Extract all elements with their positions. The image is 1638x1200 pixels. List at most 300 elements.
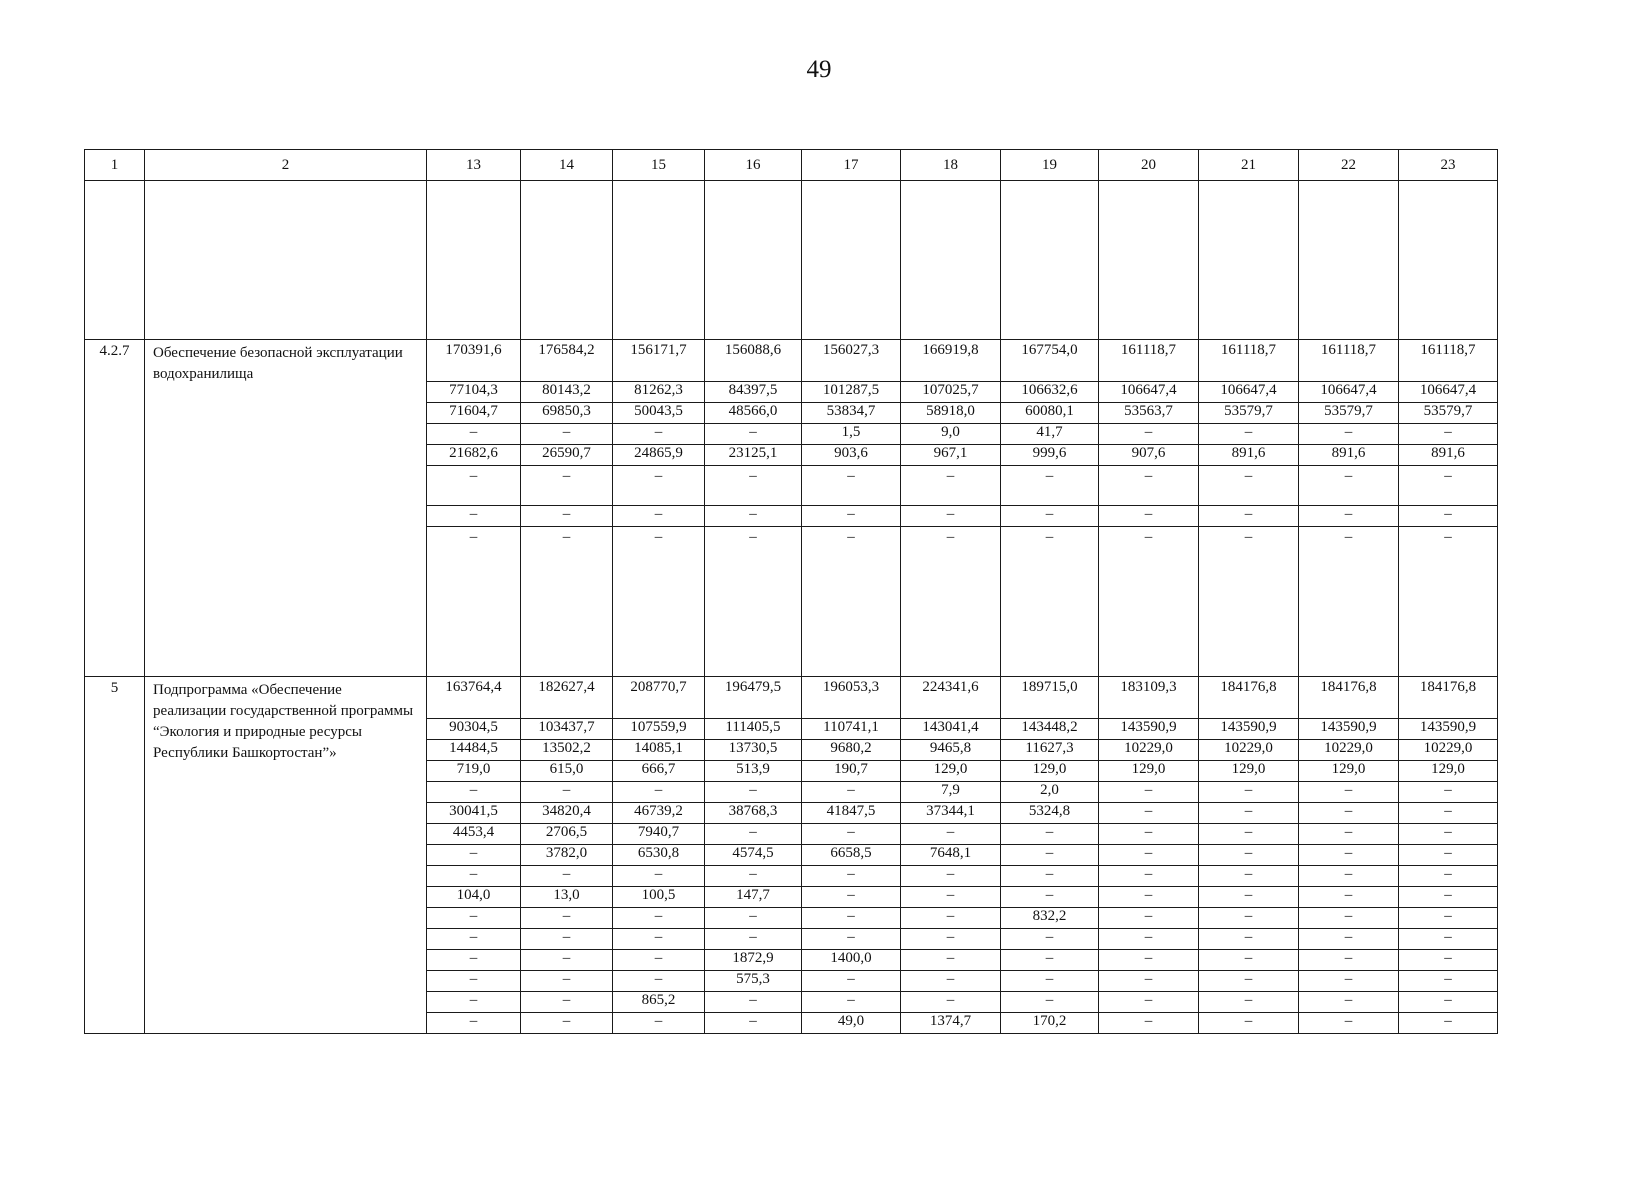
value-cell: – — [901, 824, 1001, 845]
value-cell: – — [1199, 506, 1299, 527]
value-cell: – — [1199, 971, 1299, 992]
value-cell: 129,0 — [1001, 761, 1099, 782]
blank-cell — [85, 181, 145, 340]
value-cell: – — [1199, 424, 1299, 445]
value-cell: – — [1399, 992, 1498, 1013]
value-cell: 184176,8 — [1299, 677, 1399, 719]
value-cell: – — [1001, 845, 1099, 866]
value-cell: 13730,5 — [705, 740, 802, 761]
value-cell: – — [1399, 845, 1498, 866]
value-cell: – — [901, 506, 1001, 527]
value-cell: – — [1299, 992, 1399, 1013]
value-cell: 9465,8 — [901, 740, 1001, 761]
value-cell: 184176,8 — [1199, 677, 1299, 719]
value-cell: – — [705, 506, 802, 527]
column-header: 22 — [1299, 150, 1399, 181]
value-cell: 129,0 — [1199, 761, 1299, 782]
value-cell: – — [1001, 950, 1099, 971]
value-cell: – — [901, 971, 1001, 992]
value-cell: 4453,4 — [427, 824, 521, 845]
value-cell: – — [802, 971, 901, 992]
value-cell: – — [1099, 506, 1199, 527]
value-cell: 189715,0 — [1001, 677, 1099, 719]
blank-cell — [1001, 181, 1099, 340]
column-header: 18 — [901, 150, 1001, 181]
value-cell: 10229,0 — [1099, 740, 1199, 761]
value-cell: – — [1299, 466, 1399, 506]
value-cell: 41,7 — [1001, 424, 1099, 445]
value-cell: – — [1299, 782, 1399, 803]
value-cell: – — [427, 782, 521, 803]
value-cell: – — [1199, 466, 1299, 506]
value-cell: 143590,9 — [1099, 719, 1199, 740]
value-cell: 4574,5 — [705, 845, 802, 866]
value-cell: – — [1099, 527, 1199, 677]
value-cell: 196053,3 — [802, 677, 901, 719]
value-cell: 101287,5 — [802, 382, 901, 403]
column-header: 13 — [427, 150, 521, 181]
value-cell: – — [705, 992, 802, 1013]
value-cell: – — [1299, 1013, 1399, 1034]
page-number: 49 — [806, 56, 832, 83]
value-cell: – — [1399, 908, 1498, 929]
value-cell: – — [1001, 992, 1099, 1013]
blank-cell — [705, 181, 802, 340]
column-header: 23 — [1399, 150, 1498, 181]
value-cell: 10229,0 — [1399, 740, 1498, 761]
value-cell: – — [1099, 887, 1199, 908]
value-cell: 3782,0 — [521, 845, 613, 866]
value-cell: – — [1399, 466, 1498, 506]
value-cell: 1872,9 — [705, 950, 802, 971]
value-cell: – — [1299, 950, 1399, 971]
value-cell: – — [1001, 887, 1099, 908]
value-cell: – — [901, 527, 1001, 677]
value-cell: 10229,0 — [1299, 740, 1399, 761]
value-cell: 69850,3 — [521, 403, 613, 424]
value-cell: – — [901, 929, 1001, 950]
value-cell: 26590,7 — [521, 445, 613, 466]
value-cell: 7,9 — [901, 782, 1001, 803]
value-cell: 9680,2 — [802, 740, 901, 761]
value-cell: 182627,4 — [521, 677, 613, 719]
value-cell: – — [613, 866, 705, 887]
value-cell: 891,6 — [1299, 445, 1399, 466]
value-cell: – — [1299, 424, 1399, 445]
value-cell: – — [521, 866, 613, 887]
value-cell: 1,5 — [802, 424, 901, 445]
value-cell: – — [1099, 950, 1199, 971]
value-cell: 143041,4 — [901, 719, 1001, 740]
value-cell: 104,0 — [427, 887, 521, 908]
value-cell: 53834,7 — [802, 403, 901, 424]
value-cell: – — [1199, 845, 1299, 866]
value-cell: – — [1099, 424, 1199, 445]
budget-table — [84, 149, 1498, 1034]
value-cell: 111405,5 — [705, 719, 802, 740]
blank-cell — [802, 181, 901, 340]
value-cell: 832,2 — [1001, 908, 1099, 929]
value-cell: – — [1199, 782, 1299, 803]
value-cell: – — [1299, 866, 1399, 887]
value-cell: 143590,9 — [1399, 719, 1498, 740]
value-cell: – — [1199, 929, 1299, 950]
value-cell: – — [705, 908, 802, 929]
value-cell: 34820,4 — [521, 803, 613, 824]
value-cell: – — [802, 929, 901, 950]
value-cell: – — [521, 992, 613, 1013]
value-cell: 7648,1 — [901, 845, 1001, 866]
header-row — [85, 150, 1498, 181]
value-cell: – — [1399, 971, 1498, 992]
value-cell: – — [705, 466, 802, 506]
row-code: 4.2.7 — [85, 340, 145, 677]
value-cell: 129,0 — [1099, 761, 1199, 782]
value-cell: – — [901, 866, 1001, 887]
value-cell: 13502,2 — [521, 740, 613, 761]
value-cell: 58918,0 — [901, 403, 1001, 424]
value-cell: – — [1299, 506, 1399, 527]
value-cell: – — [613, 929, 705, 950]
value-cell: 184176,8 — [1399, 677, 1498, 719]
value-cell: 106632,6 — [1001, 382, 1099, 403]
value-cell: – — [1001, 466, 1099, 506]
value-cell: – — [802, 866, 901, 887]
value-cell: – — [521, 527, 613, 677]
value-cell: 49,0 — [802, 1013, 901, 1034]
value-cell: 176584,2 — [521, 340, 613, 382]
value-cell: – — [1199, 527, 1299, 677]
value-cell: – — [705, 929, 802, 950]
value-cell: – — [521, 1013, 613, 1034]
value-cell: – — [705, 824, 802, 845]
row-name: Обеспечение безопасной эксплуатации водохранилища — [145, 340, 427, 677]
value-cell: – — [1299, 845, 1399, 866]
value-cell: – — [613, 506, 705, 527]
value-cell: 23125,1 — [705, 445, 802, 466]
value-cell: – — [1199, 992, 1299, 1013]
column-header: 17 — [802, 150, 901, 181]
value-cell: – — [427, 424, 521, 445]
value-cell: – — [1199, 866, 1299, 887]
value-cell: 166919,8 — [901, 340, 1001, 382]
blank-cell — [1099, 181, 1199, 340]
value-cell: 891,6 — [1399, 445, 1498, 466]
value-cell: 143448,2 — [1001, 719, 1099, 740]
blank-cell — [427, 181, 521, 340]
value-cell: – — [521, 782, 613, 803]
value-cell: 48566,0 — [705, 403, 802, 424]
value-cell: – — [1099, 803, 1199, 824]
value-cell: – — [901, 950, 1001, 971]
value-cell: – — [1001, 929, 1099, 950]
value-cell: 143590,9 — [1199, 719, 1299, 740]
value-cell: – — [1299, 971, 1399, 992]
value-cell: – — [1299, 887, 1399, 908]
value-cell: – — [1099, 1013, 1199, 1034]
table-body — [85, 150, 1498, 1034]
value-cell: 106647,4 — [1299, 382, 1399, 403]
value-cell: – — [705, 527, 802, 677]
value-cell: 615,0 — [521, 761, 613, 782]
blank-cell — [901, 181, 1001, 340]
value-cell: – — [705, 424, 802, 445]
value-cell: 156027,3 — [802, 340, 901, 382]
value-cell: 11627,3 — [1001, 740, 1099, 761]
value-cell: 53579,7 — [1399, 403, 1498, 424]
value-cell: – — [1001, 866, 1099, 887]
value-cell: 14484,5 — [427, 740, 521, 761]
value-cell: – — [613, 527, 705, 677]
value-cell: – — [427, 506, 521, 527]
value-cell: 77104,3 — [427, 382, 521, 403]
row-name: Подпрограмма «Обеспечение реализации государственной программы “Экология и природные ресурсы Республики Башкортостан”» — [145, 677, 427, 1034]
value-cell: – — [802, 527, 901, 677]
value-cell: – — [1399, 887, 1498, 908]
value-cell: 71604,7 — [427, 403, 521, 424]
value-cell: 513,9 — [705, 761, 802, 782]
value-cell: 719,0 — [427, 761, 521, 782]
value-cell: – — [1299, 929, 1399, 950]
value-cell: – — [802, 782, 901, 803]
value-cell: – — [802, 824, 901, 845]
value-cell: 80143,2 — [521, 382, 613, 403]
value-cell: 14085,1 — [613, 740, 705, 761]
value-cell: 163764,4 — [427, 677, 521, 719]
value-cell: 6530,8 — [613, 845, 705, 866]
value-cell: – — [521, 466, 613, 506]
value-cell: – — [613, 971, 705, 992]
value-cell: 170,2 — [1001, 1013, 1099, 1034]
value-cell: – — [1099, 908, 1199, 929]
column-header: 14 — [521, 150, 613, 181]
value-cell: – — [1399, 506, 1498, 527]
value-cell: 2706,5 — [521, 824, 613, 845]
value-cell: 107559,9 — [613, 719, 705, 740]
column-header: 21 — [1199, 150, 1299, 181]
blank-cell — [521, 181, 613, 340]
value-cell: 106647,4 — [1099, 382, 1199, 403]
value-cell: 7940,7 — [613, 824, 705, 845]
value-cell: 106647,4 — [1199, 382, 1299, 403]
value-cell: – — [802, 887, 901, 908]
row-code: 5 — [85, 677, 145, 1034]
value-cell: 161118,7 — [1399, 340, 1498, 382]
value-cell: 37344,1 — [901, 803, 1001, 824]
value-cell: 999,6 — [1001, 445, 1099, 466]
value-cell: 891,6 — [1199, 445, 1299, 466]
value-cell: 208770,7 — [613, 677, 705, 719]
value-cell: – — [1001, 824, 1099, 845]
value-cell: – — [427, 466, 521, 506]
value-cell: – — [1199, 1013, 1299, 1034]
value-cell: 46739,2 — [613, 803, 705, 824]
value-cell: 10229,0 — [1199, 740, 1299, 761]
table-row — [85, 677, 1498, 719]
value-cell: 41847,5 — [802, 803, 901, 824]
value-cell: – — [521, 506, 613, 527]
value-cell: – — [705, 866, 802, 887]
value-cell: – — [1399, 782, 1498, 803]
value-cell: 30041,5 — [427, 803, 521, 824]
value-cell: – — [1099, 845, 1199, 866]
value-cell: – — [1199, 908, 1299, 929]
value-cell: – — [613, 424, 705, 445]
value-cell: 38768,3 — [705, 803, 802, 824]
value-cell: – — [1399, 824, 1498, 845]
value-cell: – — [1299, 824, 1399, 845]
value-cell: 9,0 — [901, 424, 1001, 445]
value-cell: 50043,5 — [613, 403, 705, 424]
column-header: 1 — [85, 150, 145, 181]
value-cell: – — [1099, 782, 1199, 803]
value-cell: 865,2 — [613, 992, 705, 1013]
value-cell: – — [1399, 803, 1498, 824]
blank-cell — [613, 181, 705, 340]
value-cell: 100,5 — [613, 887, 705, 908]
value-cell: – — [521, 908, 613, 929]
value-cell: 2,0 — [1001, 782, 1099, 803]
value-cell: – — [1399, 929, 1498, 950]
value-cell: – — [1099, 824, 1199, 845]
value-cell: – — [1099, 929, 1199, 950]
value-cell: – — [1299, 527, 1399, 677]
value-cell: 6658,5 — [802, 845, 901, 866]
value-cell: 1374,7 — [901, 1013, 1001, 1034]
value-cell: – — [802, 908, 901, 929]
value-cell: – — [613, 950, 705, 971]
value-cell: – — [901, 992, 1001, 1013]
value-cell: – — [521, 950, 613, 971]
value-cell: – — [1299, 803, 1399, 824]
value-cell: – — [1099, 866, 1199, 887]
value-cell: 21682,6 — [427, 445, 521, 466]
value-cell: – — [1099, 466, 1199, 506]
value-cell: – — [613, 908, 705, 929]
value-cell: – — [1299, 908, 1399, 929]
value-cell: 129,0 — [1299, 761, 1399, 782]
value-cell: – — [427, 866, 521, 887]
value-cell: – — [802, 466, 901, 506]
value-cell: 196479,5 — [705, 677, 802, 719]
budget-table-container — [84, 149, 1498, 1034]
value-cell: – — [1199, 887, 1299, 908]
value-cell: 1400,0 — [802, 950, 901, 971]
value-cell: 129,0 — [1399, 761, 1498, 782]
value-cell: – — [802, 506, 901, 527]
value-cell: 903,6 — [802, 445, 901, 466]
value-cell: – — [705, 1013, 802, 1034]
value-cell: 81262,3 — [613, 382, 705, 403]
value-cell: – — [1399, 527, 1498, 677]
value-cell: 156088,6 — [705, 340, 802, 382]
value-cell: 5324,8 — [1001, 803, 1099, 824]
value-cell: 103437,7 — [521, 719, 613, 740]
column-header: 15 — [613, 150, 705, 181]
value-cell: – — [427, 971, 521, 992]
value-cell: 84397,5 — [705, 382, 802, 403]
value-cell: – — [427, 992, 521, 1013]
value-cell: – — [1399, 950, 1498, 971]
value-cell: – — [613, 782, 705, 803]
value-cell: 143590,9 — [1299, 719, 1399, 740]
value-cell: 53579,7 — [1199, 403, 1299, 424]
value-cell: – — [427, 950, 521, 971]
value-cell: – — [1399, 866, 1498, 887]
blank-cell — [145, 181, 427, 340]
value-cell: 967,1 — [901, 445, 1001, 466]
column-header: 19 — [1001, 150, 1099, 181]
value-cell: – — [1001, 527, 1099, 677]
value-cell: 575,3 — [705, 971, 802, 992]
value-cell: 129,0 — [901, 761, 1001, 782]
value-cell: – — [1001, 506, 1099, 527]
value-cell: – — [521, 424, 613, 445]
value-cell: – — [705, 782, 802, 803]
value-cell: – — [1399, 424, 1498, 445]
value-cell: – — [1099, 971, 1199, 992]
value-cell: – — [1099, 992, 1199, 1013]
value-cell: 161118,7 — [1299, 340, 1399, 382]
value-cell: – — [1001, 971, 1099, 992]
value-cell: – — [521, 929, 613, 950]
value-cell: 60080,1 — [1001, 403, 1099, 424]
value-cell: 106647,4 — [1399, 382, 1498, 403]
value-cell: 110741,1 — [802, 719, 901, 740]
value-cell: 53563,7 — [1099, 403, 1199, 424]
value-cell: – — [427, 929, 521, 950]
value-cell: – — [613, 466, 705, 506]
value-cell: 147,7 — [705, 887, 802, 908]
value-cell: 183109,3 — [1099, 677, 1199, 719]
value-cell: 170391,6 — [427, 340, 521, 382]
value-cell: 161118,7 — [1199, 340, 1299, 382]
value-cell: – — [427, 908, 521, 929]
value-cell: – — [1199, 950, 1299, 971]
column-header: 20 — [1099, 150, 1199, 181]
value-cell: – — [427, 527, 521, 677]
value-cell: 53579,7 — [1299, 403, 1399, 424]
value-cell: 156171,7 — [613, 340, 705, 382]
value-cell: – — [901, 887, 1001, 908]
value-cell: 161118,7 — [1099, 340, 1199, 382]
value-cell: 190,7 — [802, 761, 901, 782]
value-cell: – — [802, 992, 901, 1013]
value-cell: – — [1199, 824, 1299, 845]
value-cell: 167754,0 — [1001, 340, 1099, 382]
column-header: 2 — [145, 150, 427, 181]
value-cell: – — [1399, 1013, 1498, 1034]
blank-cell — [1399, 181, 1498, 340]
blank-cell — [1199, 181, 1299, 340]
value-cell: 13,0 — [521, 887, 613, 908]
value-cell: – — [613, 1013, 705, 1034]
value-cell: 907,6 — [1099, 445, 1199, 466]
value-cell: – — [427, 845, 521, 866]
value-cell: – — [427, 1013, 521, 1034]
table-row — [85, 340, 1498, 382]
blank-row — [85, 181, 1498, 340]
value-cell: 666,7 — [613, 761, 705, 782]
value-cell: – — [521, 971, 613, 992]
value-cell: – — [901, 466, 1001, 506]
value-cell: 90304,5 — [427, 719, 521, 740]
blank-cell — [1299, 181, 1399, 340]
value-cell: 107025,7 — [901, 382, 1001, 403]
value-cell: 24865,9 — [613, 445, 705, 466]
value-cell: – — [901, 908, 1001, 929]
value-cell: 224341,6 — [901, 677, 1001, 719]
